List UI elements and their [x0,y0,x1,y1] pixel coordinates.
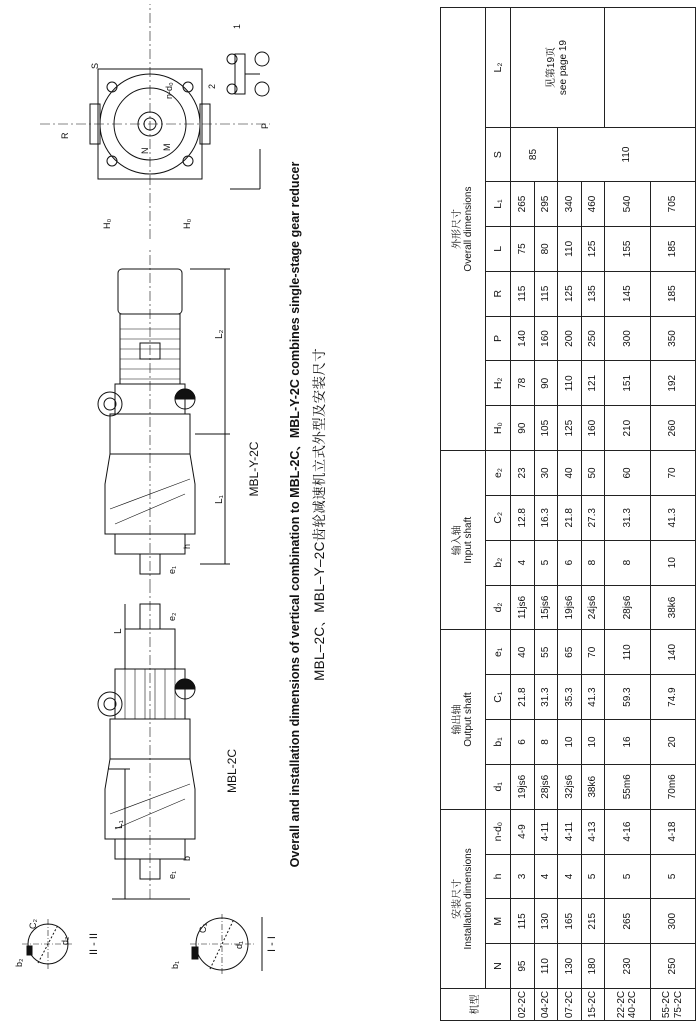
table-cell: 10 [581,720,605,765]
table-cell: 140 [650,630,695,675]
dim-c2: C₂ [28,919,38,929]
table-cell: 4-13 [581,809,605,854]
dim-L-mbl2c: L [113,628,124,634]
table-cell: 8 [534,720,558,765]
dim-L1-mbl2c: L₁ [114,820,125,829]
table-cell: 11js6 [510,585,534,630]
l2-note-cell: 见第19页 see page 19 [510,8,604,128]
table-cell: 105 [534,406,558,451]
table-cell: 180 [581,944,605,989]
group-installation: 安装尺寸 Installation dimensions [441,809,486,988]
dim-L1-mbly2c: L₁ [214,495,225,504]
table-cell: 165 [558,899,582,944]
column-header: C₁ [486,675,511,720]
table-cell: 41.3 [650,495,695,540]
dim-c1: C₁ [198,923,208,933]
dim-H0-right: H₀ [182,218,192,229]
table-cell: 140 [510,316,534,361]
table-cell: 115 [510,271,534,316]
column-header: L₁ [486,182,511,227]
table-cell: 24js6 [581,585,605,630]
column-header: H₀ [486,406,511,451]
table-cell: 155 [605,226,650,271]
table-cell: 130 [534,899,558,944]
table-cell: 15js6 [534,585,558,630]
table-cell: 260 [650,406,695,451]
table-cell: 185 [650,271,695,316]
table-row [510,8,534,1021]
dim-nd0: n-d₀ [164,82,174,99]
table-cell: 265 [510,182,534,227]
s-value-cell: 110 [558,128,696,182]
top-view-drawing [40,4,270,239]
table-cell: 200 [558,316,582,361]
table-cell: 4-9 [510,809,534,854]
table-cell: 300 [650,899,695,944]
dim-b2: b₂ [14,958,24,967]
table-cell: 40 [510,630,534,675]
table-cell: 4-18 [650,809,695,854]
table-cell: 70 [581,630,605,675]
model-cell: 04-2C [534,989,558,1021]
column-header: R [486,271,511,316]
dim-S: S [90,62,100,69]
dim-H0-left: H₀ [102,218,112,229]
table-row [558,8,582,1021]
table-cell: 20 [650,720,695,765]
table-cell: 90 [510,406,534,451]
table-cell: 78 [510,361,534,406]
table-cell: 75 [510,226,534,271]
dim-h-mbly2c: h [182,543,192,549]
table-cell: 19js6 [558,585,582,630]
l2-empty-cell [605,8,696,128]
table-cell: 8 [605,540,650,585]
table-cell: 8 [581,540,605,585]
table-cell: 3 [510,854,534,899]
table-cell: 115 [510,899,534,944]
table-cell: 5 [581,854,605,899]
table-cell: 70 [650,451,695,496]
table-cell: 125 [558,406,582,451]
table-column-header [486,8,511,1021]
dim-d1: d₁ [234,940,244,949]
table-cell: 350 [650,316,695,361]
table-cell: 55m6 [605,764,650,809]
table-cell: 192 [650,361,695,406]
section-2-label: II - II [88,933,100,955]
table-cell: 35.3 [558,675,582,720]
column-header: H₂ [486,361,511,406]
table-cell: 16 [605,720,650,765]
table-cell: 145 [605,271,650,316]
table-cell: 125 [581,226,605,271]
dimension-table [440,7,696,1021]
model-cell: 15-2C [581,989,605,1021]
table-cell: 4-16 [605,809,650,854]
table-cell: 160 [581,406,605,451]
section-view-2 [14,919,100,969]
column-header: C₂ [486,495,511,540]
dim-e1-mbl2c: e₁ [167,870,177,879]
table-cell: 5 [650,854,695,899]
dim-L2-mbly2c: L₂ [214,329,225,339]
column-header: P [486,316,511,361]
table-cell: 5 [534,540,558,585]
dim-P: P [260,122,270,129]
table-cell: 121 [581,361,605,406]
column-header: e₂ [486,451,511,496]
table-cell: 30 [534,451,558,496]
table-cell: 130 [558,944,582,989]
table-cell: 135 [581,271,605,316]
table-cell: 70m6 [650,764,695,809]
table-cell: 300 [605,316,650,361]
table-cell: 4 [534,854,558,899]
table-cell: 151 [605,361,650,406]
dim-d2: d₂ [60,936,70,945]
table-cell: 230 [605,944,650,989]
table-cell: 38k6 [650,585,695,630]
table-cell: 705 [650,182,695,227]
table-cell: 65 [558,630,582,675]
technical-drawing [0,0,280,1029]
section-view-1 [170,914,278,974]
table-cell: 60 [605,451,650,496]
table-cell: 40 [558,451,582,496]
dim-M: M [162,143,172,151]
table-cell: 5 [605,854,650,899]
dim-b-mbl2c: b [182,855,192,861]
label-mbly2c: MBL-Y-2C [247,441,261,497]
table-cell: 185 [650,226,695,271]
table-cell: 4 [558,854,582,899]
table-cell: 80 [534,226,558,271]
table-cell: 460 [581,182,605,227]
column-header: b₁ [486,720,511,765]
column-header: N [486,944,511,989]
table-cell: 55 [534,630,558,675]
label-mbl2c: MBL-2C [225,748,239,794]
table-cell: 50 [581,451,605,496]
column-header: b₂ [486,540,511,585]
column-header: n-d₀ [486,809,511,854]
group-output-shaft: 输出轴 Output shaft [441,630,486,809]
table-cell: 12.8 [510,495,534,540]
table-cell: 250 [650,944,695,989]
table-cell: 265 [605,899,650,944]
column-header: S [486,128,511,182]
model-cell: 07-2C [558,989,582,1021]
dim-1: 1 [232,23,242,29]
table-cell: 10 [650,540,695,585]
title-english: Overall and installation dimensions of vertical combination to MBL-2C、MBL-Y-2C combines single-stage gear reducer [288,161,302,868]
table-cell: 340 [558,182,582,227]
table-cell: 215 [581,899,605,944]
table-group-header [441,8,486,1021]
table-cell: 4 [510,540,534,585]
table-cell: 95 [510,944,534,989]
table-cell: 90 [534,361,558,406]
table-cell: 16.3 [534,495,558,540]
table-cell: 295 [534,182,558,227]
table-cell: 210 [605,406,650,451]
table-cell: 31.3 [605,495,650,540]
table-cell: 6 [558,540,582,585]
s-value-cell: 85 [510,128,557,182]
table-cell: 160 [534,316,558,361]
table-cell: 4-11 [534,809,558,854]
table-cell: 110 [558,361,582,406]
table-cell: 28js6 [534,764,558,809]
table-cell: 540 [605,182,650,227]
table-cell: 27.3 [581,495,605,540]
dim-2: 2 [207,83,217,89]
table-cell: 41.3 [581,675,605,720]
table-cell: 28js6 [605,585,650,630]
column-header: L₂ [486,8,511,128]
table-cell: 21.8 [558,495,582,540]
column-header: e₁ [486,630,511,675]
column-header: d₂ [486,585,511,630]
table-cell: 125 [558,271,582,316]
table-cell: 31.3 [534,675,558,720]
dim-N: N [140,147,150,154]
column-header: d₁ [486,764,511,809]
column-header: M [486,899,511,944]
table-cell: 23 [510,451,534,496]
table-cell: 32js6 [558,764,582,809]
table-cell: 110 [605,630,650,675]
table-cell: 10 [558,720,582,765]
mbl-2c-drawing [98,589,239,899]
title-chinese: MBL–2C、MBL–Y–2C齿轮减速机立式外型及安装尺寸 [312,348,327,681]
table-cell: 6 [510,720,534,765]
model-header: 机型 [441,989,511,1021]
table-cell: 38k6 [581,764,605,809]
dim-e2-mbl2c: e₂ [167,612,177,621]
table-cell: 110 [558,226,582,271]
column-header: L [486,226,511,271]
table-cell: 59.3 [605,675,650,720]
dim-e1-mbly2c: e₁ [167,565,177,574]
table-cell: 250 [581,316,605,361]
model-cell: 55-2C 75-2C [650,989,695,1021]
dim-R: R [60,132,70,139]
table-cell: 115 [534,271,558,316]
table-cell: 74.9 [650,675,695,720]
model-cell: 02-2C [510,989,534,1021]
group-input-shaft: 输入轴 Input shaft [441,451,486,630]
table-cell: 110 [534,944,558,989]
column-header: h [486,854,511,899]
table-cell: 4-11 [558,809,582,854]
dim-b1: b₁ [170,960,180,969]
model-cell: 22-2C 40-2C [605,989,650,1021]
table-cell: 19js6 [510,764,534,809]
mbl-y-2c-drawing [98,249,261,589]
table-cell: 21.8 [510,675,534,720]
group-overall: 外形尺寸 Overall dimensions [441,8,486,451]
section-1-label: I - I [266,936,278,952]
